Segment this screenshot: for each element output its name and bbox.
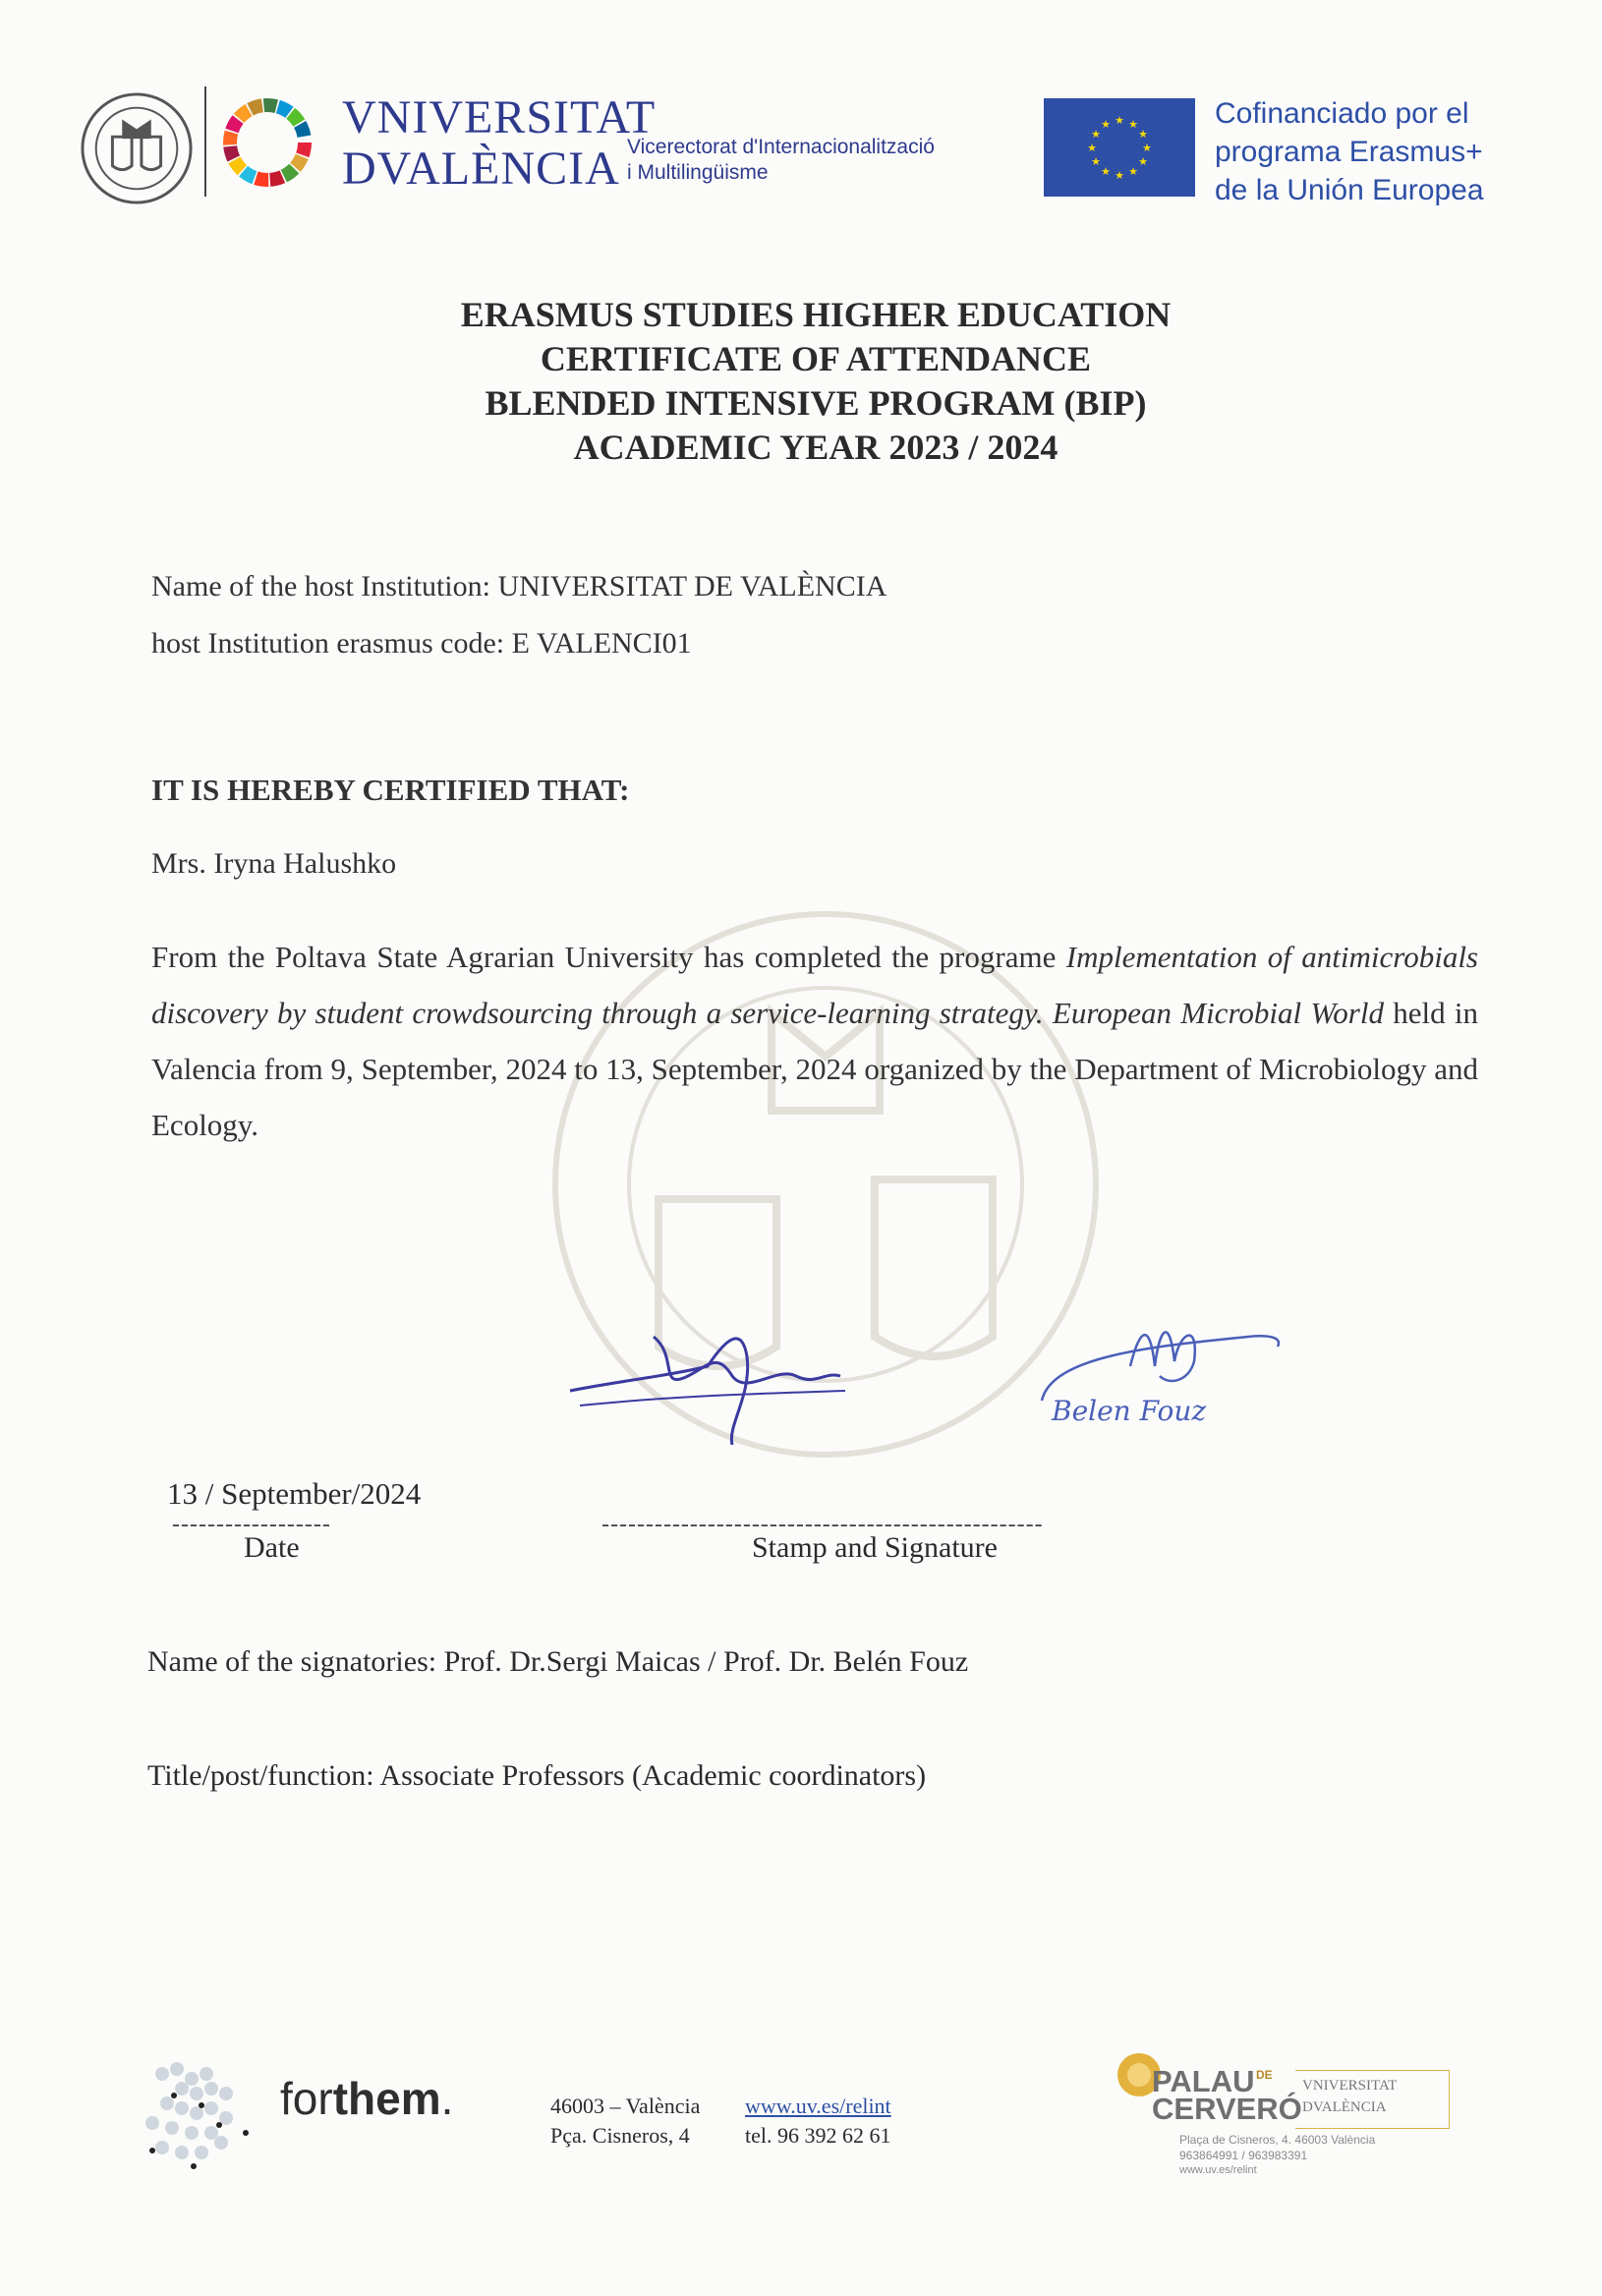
telephone: tel. 96 392 62 61 — [745, 2123, 891, 2148]
signature-fouz — [1032, 1307, 1287, 1445]
address-line2: Pça. Cisneros, 4 — [550, 2123, 690, 2148]
cofinanced-line: Cofinanciado por el — [1215, 97, 1469, 130]
forthem-prefix: for — [280, 2073, 333, 2124]
svg-text:★: ★ — [1091, 155, 1101, 168]
eu-flag-icon — [1044, 98, 1195, 197]
certification-paragraph — [151, 929, 1478, 1153]
palau-uv-name-line2: DVALÈNCIA — [1302, 2099, 1387, 2115]
participant-name: Mrs. Iryna Halushko — [151, 847, 397, 880]
svg-text:★: ★ — [1142, 142, 1152, 154]
svg-text:★: ★ — [1115, 169, 1124, 182]
paragraph-rest: held in Valencia from 9, September, 2024 to 13, September, 2024 organized by the Department of Microbiology and Ecology. — [151, 996, 1478, 1142]
svg-text:★: ★ — [1138, 128, 1148, 141]
university-name-line2: DVALÈNCIA — [342, 143, 620, 195]
vicerectorat-line1: Vicerectorat d'Internacionalització — [627, 136, 935, 158]
title-line: ACADEMIC YEAR 2023 / 2024 — [573, 428, 1058, 467]
forthem-bold: them — [332, 2073, 441, 2124]
title-post-line: Title/post/function: Associate Professors (Academic coordinators) — [147, 1759, 927, 1792]
date-value: 13 / September/2024 — [167, 1476, 422, 1511]
svg-text:★: ★ — [1128, 165, 1138, 178]
palau-website: www.uv.es/relint — [1179, 2164, 1257, 2176]
program-title: Implementation of antimicrobials discovery by student crowdsourcing through a service-learning strategy. European Microbial World — [151, 940, 1478, 1030]
date-underline: ------------------ — [172, 1512, 331, 1537]
erasmus-cofinanced-text — [1215, 94, 1484, 209]
host-institution-code: host Institution erasmus code: E VALENCI01 — [151, 627, 692, 660]
title-line: CERTIFICATE OF ATTENDANCE — [540, 339, 1092, 378]
title-line: BLENDED INTENSIVE PROGRAM (BIP) — [485, 383, 1147, 423]
university-name-line1: VNIVERSITAT — [342, 91, 657, 144]
paragraph-intro: From the Poltava State Agrarian University has completed the programe — [151, 940, 1066, 974]
title-line: ERASMUS STUDIES HIGHER EDUCATION — [460, 295, 1172, 334]
vicerectorat-line2: i Multilingüisme — [627, 161, 769, 184]
forthem-suffix: . — [440, 2073, 454, 2124]
palau-cervero-name-line1: PALAU — [1152, 2064, 1255, 2098]
svg-text:★: ★ — [1091, 128, 1101, 141]
svg-text:★: ★ — [1087, 142, 1097, 154]
palau-cervero-name-line2: CERVERÓ — [1152, 2092, 1302, 2126]
relint-website-link[interactable]: www.uv.es/relint — [745, 2094, 891, 2118]
palau-cervero-de: DE — [1256, 2068, 1273, 2082]
cofinanced-line: de la Unión Europea — [1215, 174, 1484, 206]
svg-text:★: ★ — [1138, 155, 1148, 168]
svg-text:★: ★ — [1101, 165, 1111, 178]
signature-fouz-text: Belen Fouz — [1052, 1395, 1207, 1427]
date-label: Date — [244, 1531, 300, 1564]
palau-telephone: 963864991 / 963983391 — [1179, 2149, 1308, 2162]
header-divider — [204, 86, 206, 197]
svg-text:★: ★ — [1115, 114, 1124, 127]
stamp-underline: -------------------------------------------------- — [601, 1512, 1044, 1537]
host-institution-name: Name of the host Institution: UNIVERSITAT DE VALÈNCIA — [151, 570, 887, 603]
palau-uv-name-line1: VNIVERSITAT — [1302, 2078, 1398, 2094]
svg-text:★: ★ — [1101, 118, 1111, 131]
university-seal-logo — [79, 90, 195, 206]
certified-heading: IT IS HEREBY CERTIFIED THAT: — [151, 773, 630, 807]
sdg-wheel-icon — [218, 93, 316, 192]
svg-text:★: ★ — [1128, 118, 1138, 131]
stamp-signature-label: Stamp and Signature — [752, 1531, 998, 1564]
palau-address: Plaça de Cisneros, 4. 46003 València — [1179, 2133, 1376, 2147]
forthem-logo — [280, 2072, 453, 2125]
signature-maicas — [560, 1297, 855, 1445]
cofinanced-line: programa Erasmus+ — [1215, 136, 1483, 168]
signatories-line: Name of the signatories: Prof. Dr.Sergi Maicas / Prof. Dr. Belén Fouz — [147, 1645, 969, 1678]
address-line1: 46003 – València — [550, 2094, 701, 2118]
certificate-title-block — [0, 293, 1602, 470]
